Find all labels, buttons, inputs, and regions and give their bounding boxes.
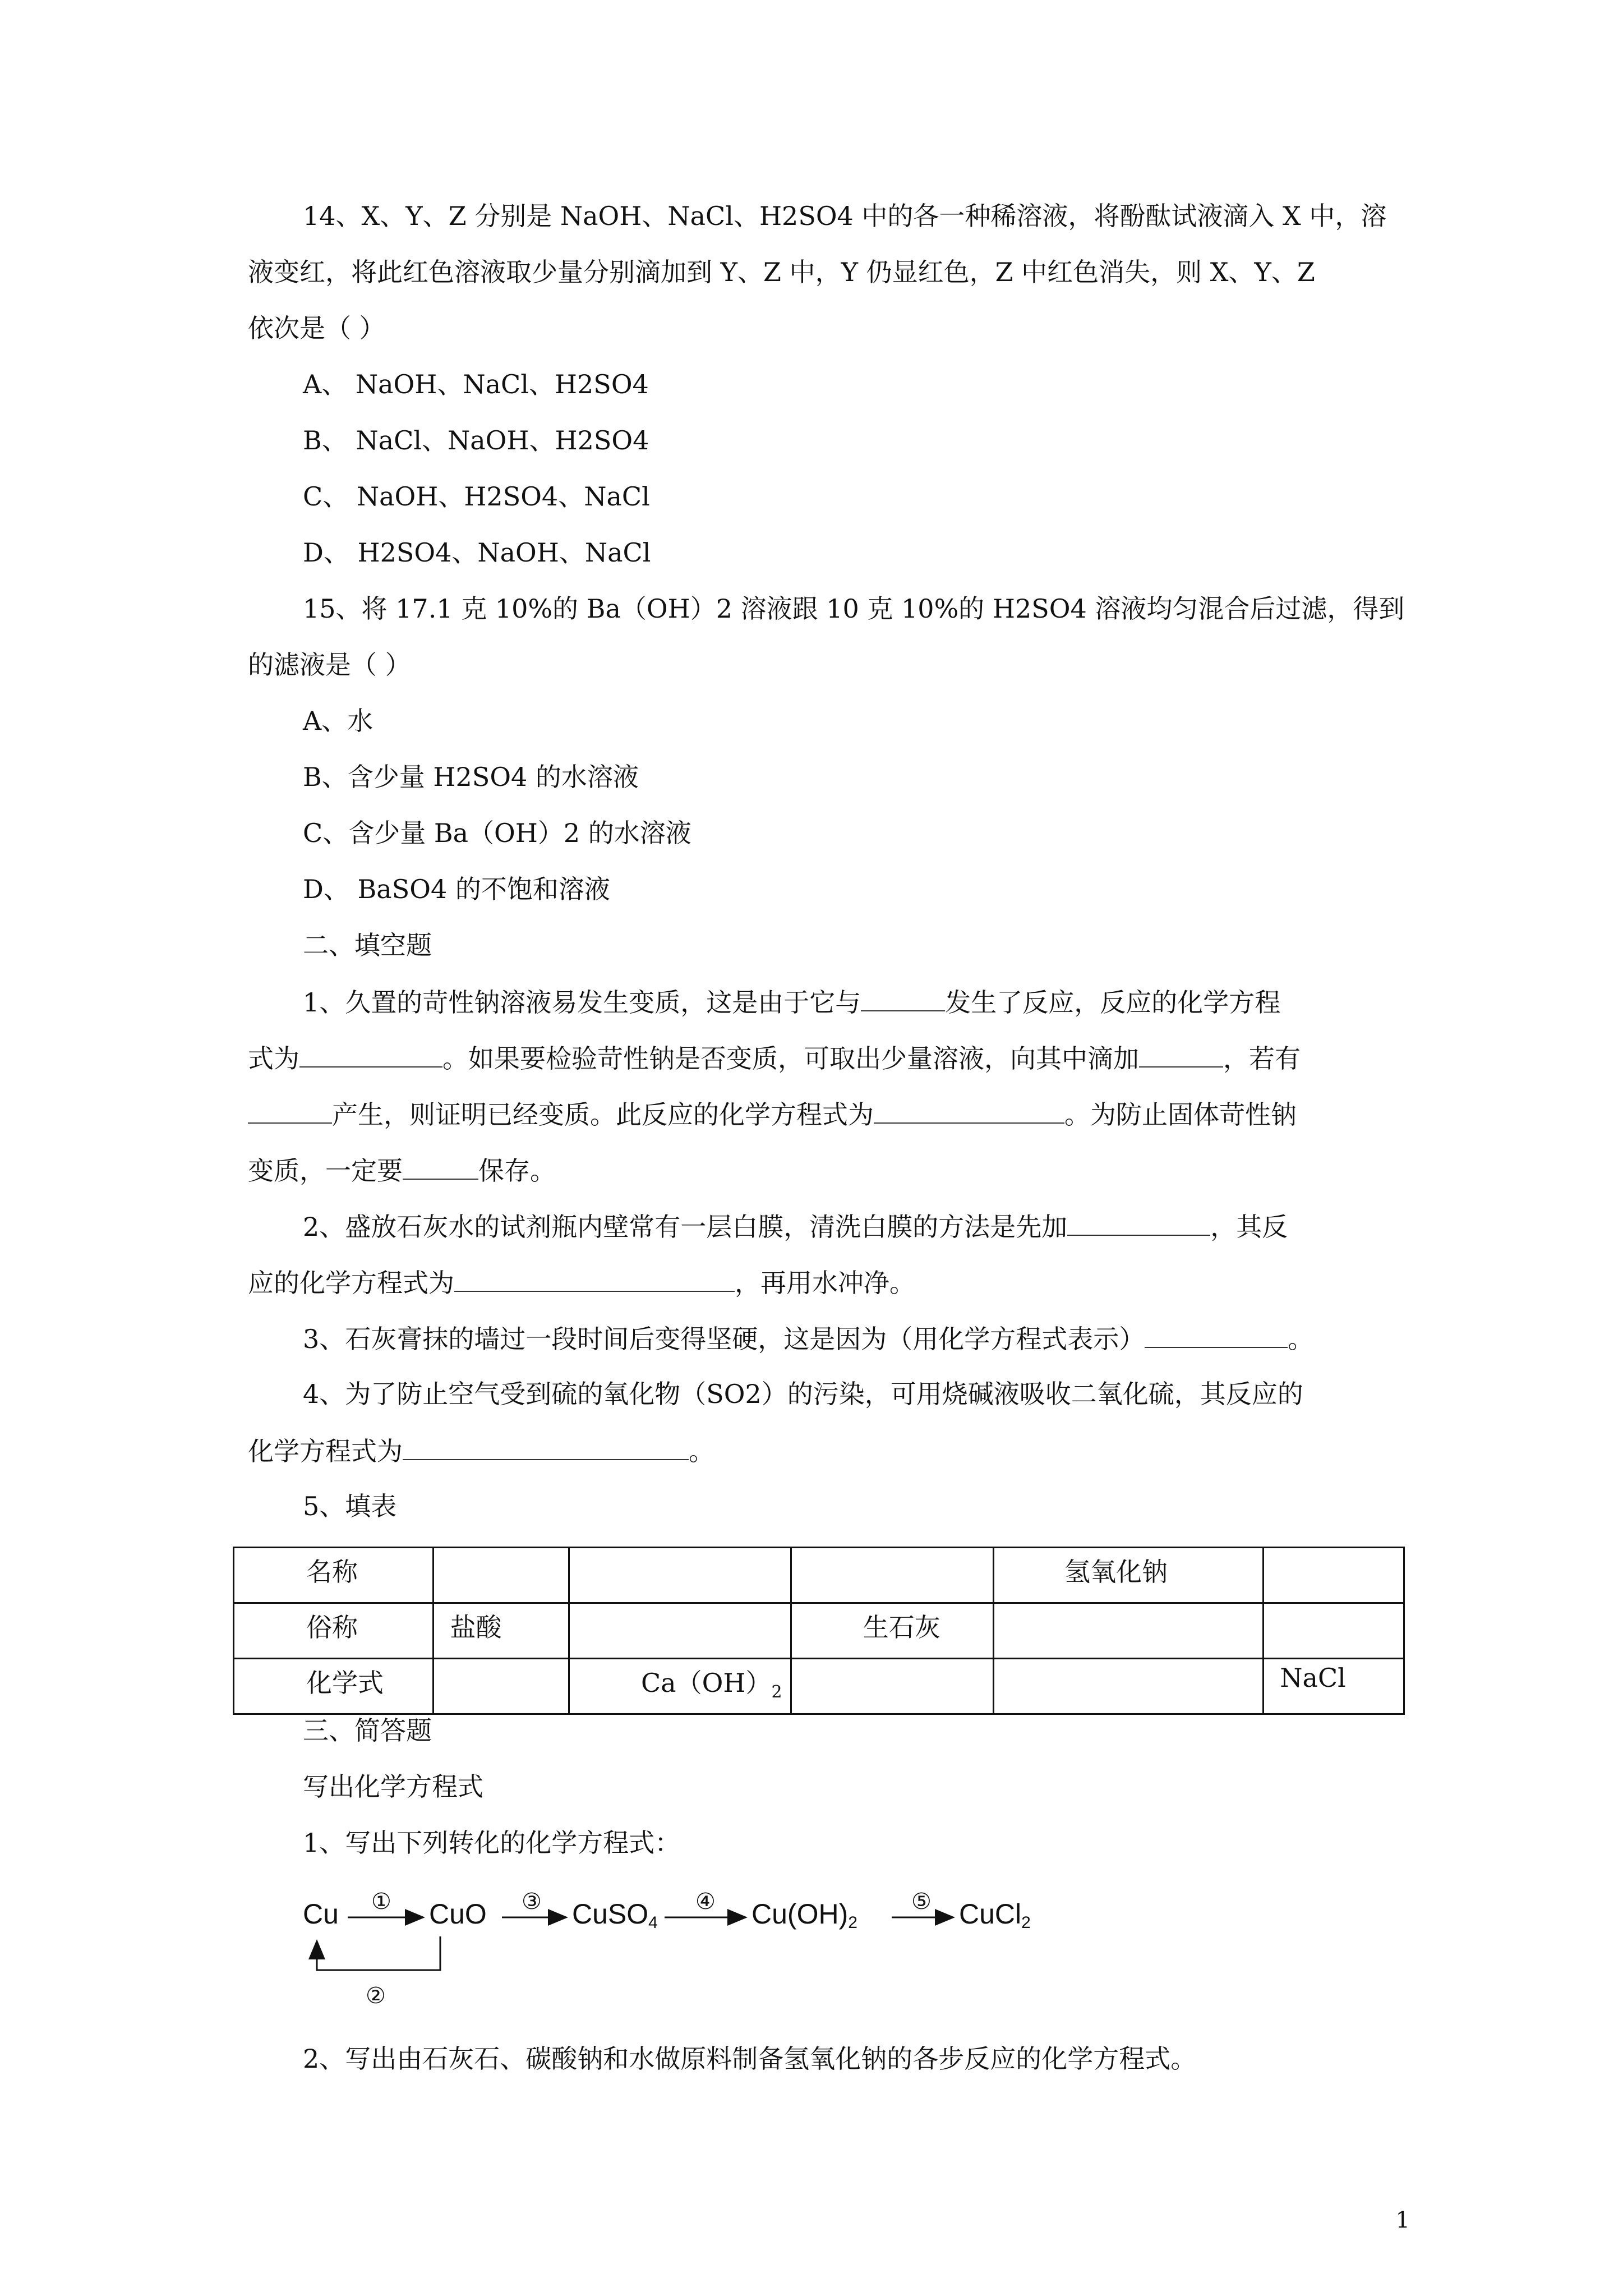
text: 。: [689, 1436, 714, 1466]
formula-subscript: 2: [771, 1682, 782, 1702]
q15-line-2: 的滤液是（ ）: [248, 650, 411, 680]
table-cell: 名称: [234, 1548, 434, 1603]
species-cuso4: [572, 1897, 658, 1940]
s2-q3-line-1: [303, 1321, 1313, 1356]
table-cell[interactable]: [569, 1548, 791, 1603]
s2-q1-line-1: [303, 984, 1280, 1019]
s2-q4-line-1: 4、为了防止空气受到硫的氧化物（SO2）的污染，可用烧碱液吸收二氧化硫，其反应的: [303, 1379, 1303, 1409]
q15-option-d: D、 BaSO4 的不饱和溶液: [303, 874, 610, 904]
text: 变质，一定要: [248, 1156, 403, 1186]
answer-blank[interactable]: [1145, 1321, 1288, 1348]
species-cuoh2: [751, 1897, 857, 1940]
step-3-label: ③: [522, 1889, 542, 1915]
text: 。为防止固体苛性钠: [1064, 1099, 1297, 1130]
text: 保存。: [478, 1156, 556, 1186]
text: 。如果要检验苛性钠是否变质，可取出少量溶液，向其中滴加: [442, 1043, 1139, 1074]
q15-option-a: A、水: [303, 706, 374, 736]
text: CuCl: [959, 1898, 1022, 1930]
species-cuo: [429, 1897, 487, 1931]
table-cell[interactable]: [994, 1659, 1264, 1714]
table-cell: 生石灰: [791, 1603, 993, 1659]
q14-line-1: 14、X、Y、Z 分别是 NaOH、NaCl、H2SO4 中的各一种稀溶液，将酚酞试液滴入 X 中，溶: [303, 201, 1387, 231]
table-row: [234, 1603, 1404, 1659]
table-cell: 盐酸: [434, 1603, 569, 1659]
table-cell: 化学式: [234, 1659, 434, 1714]
step-2-label: ②: [366, 1983, 386, 2009]
text: 1、久置的苛性钠溶液易发生变质，这是由于它与: [303, 987, 861, 1018]
table-cell[interactable]: [791, 1659, 993, 1714]
step-1-label: ①: [371, 1889, 391, 1915]
text: Cu(OH): [751, 1898, 849, 1930]
page-number: 1: [1395, 2207, 1410, 2233]
section-3-subtitle: 写出化学方程式: [303, 1772, 483, 1802]
q15-option-b: B、含少量 H2SO4 的水溶液: [303, 762, 639, 792]
q15-option-c: C、含少量 Ba（OH）2 的水溶液: [303, 818, 691, 848]
table-cell[interactable]: [434, 1659, 569, 1714]
answer-blank[interactable]: [403, 1433, 689, 1460]
s3-q2: 2、写出由石灰石、碳酸钠和水做原料制备氢氧化钠的各步反应的化学方程式。: [303, 2044, 1197, 2074]
section-3-title: 三、简答题: [303, 1715, 432, 1746]
s2-q2-line-1: [303, 1209, 1288, 1244]
answer-blank[interactable]: [403, 1153, 478, 1180]
table-cell: NaCl: [1264, 1659, 1404, 1714]
subscript: 2: [848, 1913, 857, 1932]
subscript: 2: [1021, 1913, 1031, 1932]
subscript: 4: [648, 1913, 658, 1932]
text: CuO: [429, 1898, 487, 1930]
q14-option-b: B、 NaCl、NaOH、H2SO4: [303, 425, 649, 455]
answer-blank[interactable]: [1139, 1041, 1223, 1068]
s2-q1-line-3: [248, 1097, 1297, 1131]
text: 。: [1288, 1324, 1314, 1354]
q14-line-3: 依次是（ ）: [248, 313, 385, 343]
text: 3、石灰膏抹的墙过一段时间后变得坚硬，这是因为（用化学方程式表示）: [303, 1324, 1145, 1354]
formula-text: Ca（OH）: [640, 1668, 772, 1698]
q14-option-c: C、 NaOH、H2SO4、NaCl: [303, 481, 650, 512]
s2-q5-title: 5、填表: [303, 1491, 397, 1521]
table-cell: 俗称: [234, 1603, 434, 1659]
step-4-label: ④: [695, 1889, 716, 1915]
text: 化学方程式为: [248, 1436, 403, 1466]
step-5-label: ⑤: [911, 1889, 932, 1915]
s2-q2-line-2: [248, 1265, 915, 1300]
arrow-step-2: [317, 1936, 440, 1970]
table-row: [234, 1548, 1404, 1603]
table-cell[interactable]: [994, 1603, 1264, 1659]
table-cell[interactable]: [569, 1603, 791, 1659]
text: ，其反: [1210, 1212, 1288, 1242]
species-cu: Cu: [303, 1898, 339, 1930]
text: CuSO: [572, 1898, 649, 1930]
table-cell[interactable]: [434, 1548, 569, 1603]
table-cell: 氢氧化钠: [994, 1548, 1264, 1603]
reaction-scheme: [303, 1890, 1088, 2025]
fill-in-table: [233, 1547, 1405, 1715]
text: ，再用水冲净。: [735, 1268, 915, 1298]
answer-blank[interactable]: [861, 984, 945, 1011]
text: 产生，则证明已经变质。此反应的化学方程式为: [332, 1099, 874, 1130]
text: 发生了反应，反应的化学方程: [945, 987, 1281, 1018]
table-cell: [569, 1659, 791, 1714]
answer-blank[interactable]: [454, 1265, 735, 1292]
table-cell[interactable]: [1264, 1548, 1404, 1603]
q14-option-d: D、 H2SO4、NaOH、NaCl: [303, 537, 651, 568]
q15-line-1: 15、将 17.1 克 10%的 Ba（OH）2 溶液跟 10 克 10%的 H2SO4 溶液均匀混合后过滤，得到: [303, 593, 1405, 624]
s3-q1: 1、写出下列转化的化学方程式：: [303, 1828, 681, 1858]
text: 2、盛放石灰水的试剂瓶内壁常有一层白膜，清洗白膜的方法是先加: [303, 1212, 1068, 1242]
text: 式为: [248, 1043, 299, 1074]
q14-line-2: 液变红，将此红色溶液取少量分别滴加到 Y、Z 中，Y 仍显红色，Z 中红色消失，则 X、Y、Z: [248, 257, 1315, 287]
s2-q4-line-2: [248, 1433, 714, 1468]
species-cucl2: [959, 1897, 1031, 1940]
answer-blank[interactable]: [874, 1097, 1064, 1124]
table-cell[interactable]: [791, 1548, 993, 1603]
s2-q1-line-2: [248, 1041, 1301, 1075]
text: ，若有: [1223, 1043, 1301, 1074]
answer-blank[interactable]: [1067, 1209, 1210, 1236]
table-row: [234, 1659, 1404, 1714]
answer-blank[interactable]: [248, 1097, 332, 1124]
text: 应的化学方程式为: [248, 1268, 454, 1298]
answer-blank[interactable]: [299, 1041, 442, 1068]
q14-option-a: A、 NaOH、NaCl、H2SO4: [303, 369, 649, 399]
section-2-title: 二、填空题: [303, 930, 432, 960]
s2-q1-line-4: [248, 1153, 556, 1188]
table-cell[interactable]: [1264, 1603, 1404, 1659]
